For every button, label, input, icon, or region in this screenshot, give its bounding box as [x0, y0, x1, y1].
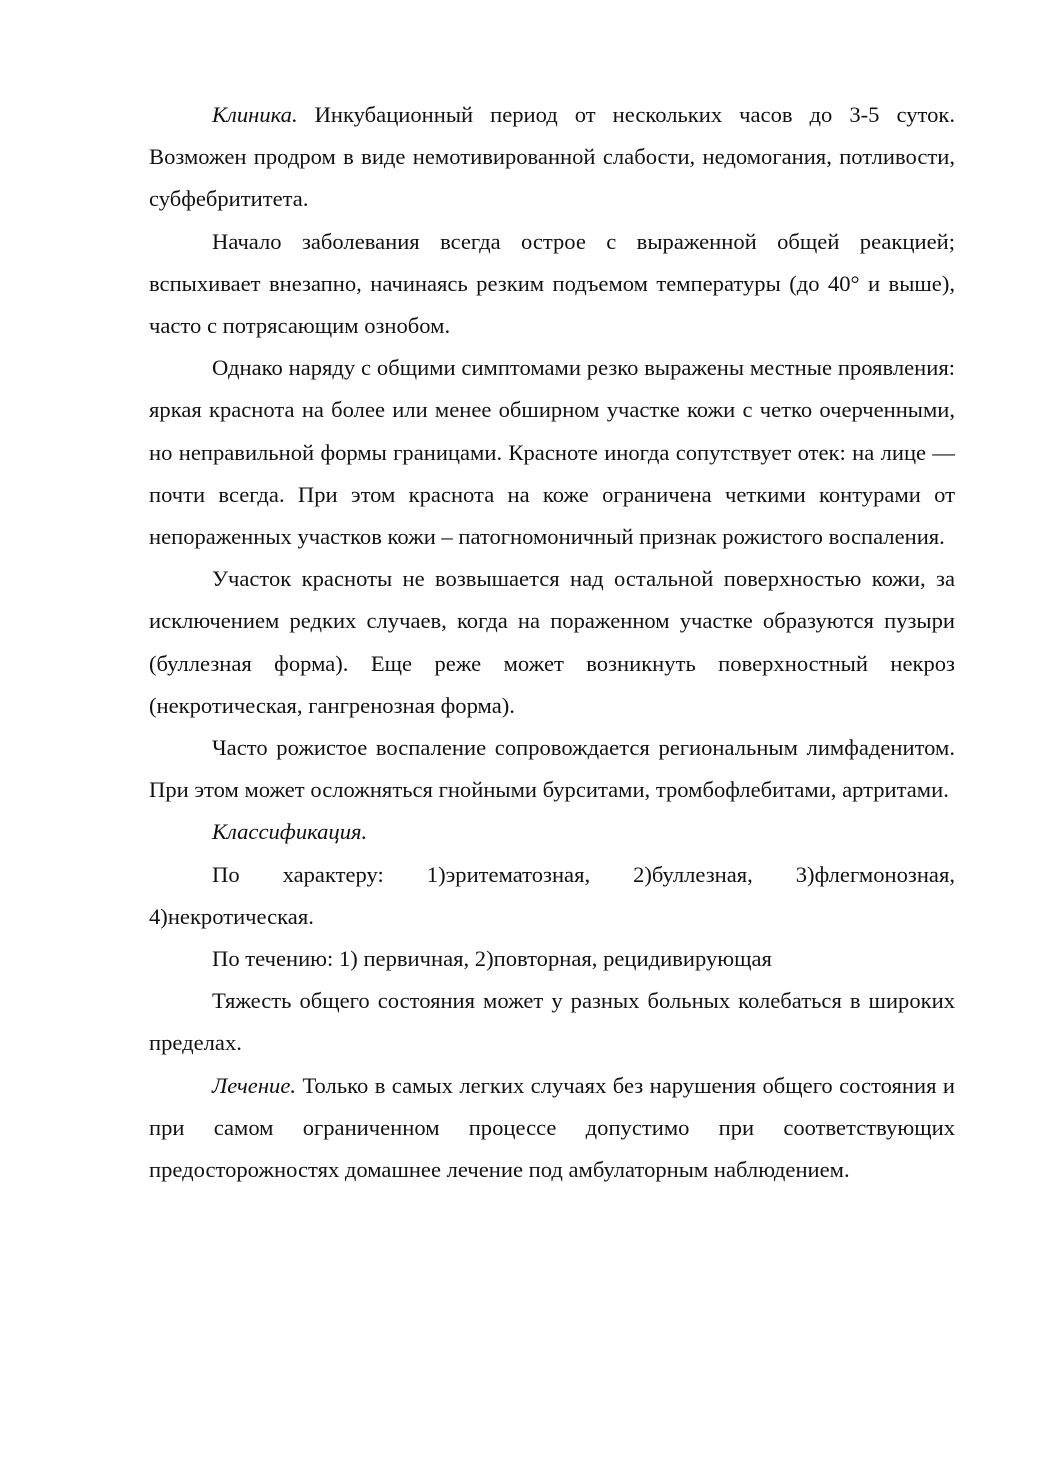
heading-clinic: Клиника.	[212, 102, 298, 127]
paragraph-by-character	[149, 854, 955, 938]
paragraph-text: По характеру: 1)эритематозная, 2)буллезная, 3)флегмонозная, 4)некротическая.	[149, 861, 955, 929]
paragraph-classification	[149, 811, 955, 853]
paragraph-text: Часто рожистое воспаление сопровождается региональным лимфаденитом. При этом может осложняться гнойными бурситами, тромбофлебитами, артритами.	[149, 735, 955, 803]
paragraph-text: Участок красноты не возвышается над остальной поверхностью кожи, за исключением редких случаев, когда на пораженном участке образуются пузыри (буллезная форма). Еще реже может возникнуть поверхностный некроз (некротическая, гангренозная форма).	[149, 566, 955, 718]
paragraph-redness-area	[149, 558, 955, 727]
paragraph-clinic	[149, 94, 955, 221]
paragraph-text: По течению: 1) первичная, 2)повторная, рецидивирующая	[212, 946, 772, 972]
document-body	[149, 94, 955, 1191]
paragraph-text: Начало заболевания всегда острое с выраженной общей реакцией; вспыхивает внезапно, начинаясь резким подъемом температуры (до 40° и выше), часто с потрясающим ознобом.	[149, 228, 955, 339]
paragraph-local-signs	[149, 347, 955, 558]
paragraph-by-course	[149, 938, 955, 980]
paragraph-text: Инкубационный период от нескольких часов до 3-5 суток. Возможен продром в виде немотивированной слабости, недомогания, потливости, субфебрититета.	[149, 102, 955, 212]
paragraph-severity	[149, 980, 955, 1064]
paragraph-treatment	[149, 1065, 955, 1192]
heading-classification: Классификация.	[212, 819, 368, 845]
paragraph-text: Тяжесть общего состояния может у разных больных колебаться в широких пределах.	[149, 988, 955, 1056]
heading-treatment: Лечение.	[212, 1072, 297, 1098]
paragraph-complications	[149, 727, 955, 811]
paragraph-onset	[149, 221, 955, 348]
paragraph-text: Однако наряду с общими симптомами резко выражены местные проявления: яркая краснота на более или менее обширном участке кожи с четко очерченными, но неправильной формы границами. Красноте иногда сопутствует отек: на лице — почти всегда. При этом краснота на коже ограничена четкими контурами от непораженных участков кожи – патогномоничный признак рожистого воспаления.	[149, 355, 955, 550]
paragraph-text: Только в самых легких случаях без нарушения общего состояния и при самом ограниченном процессе допустимо при соответствующих предосторожностях домашнее лечение под амбулаторным наблюдением.	[149, 1072, 955, 1183]
